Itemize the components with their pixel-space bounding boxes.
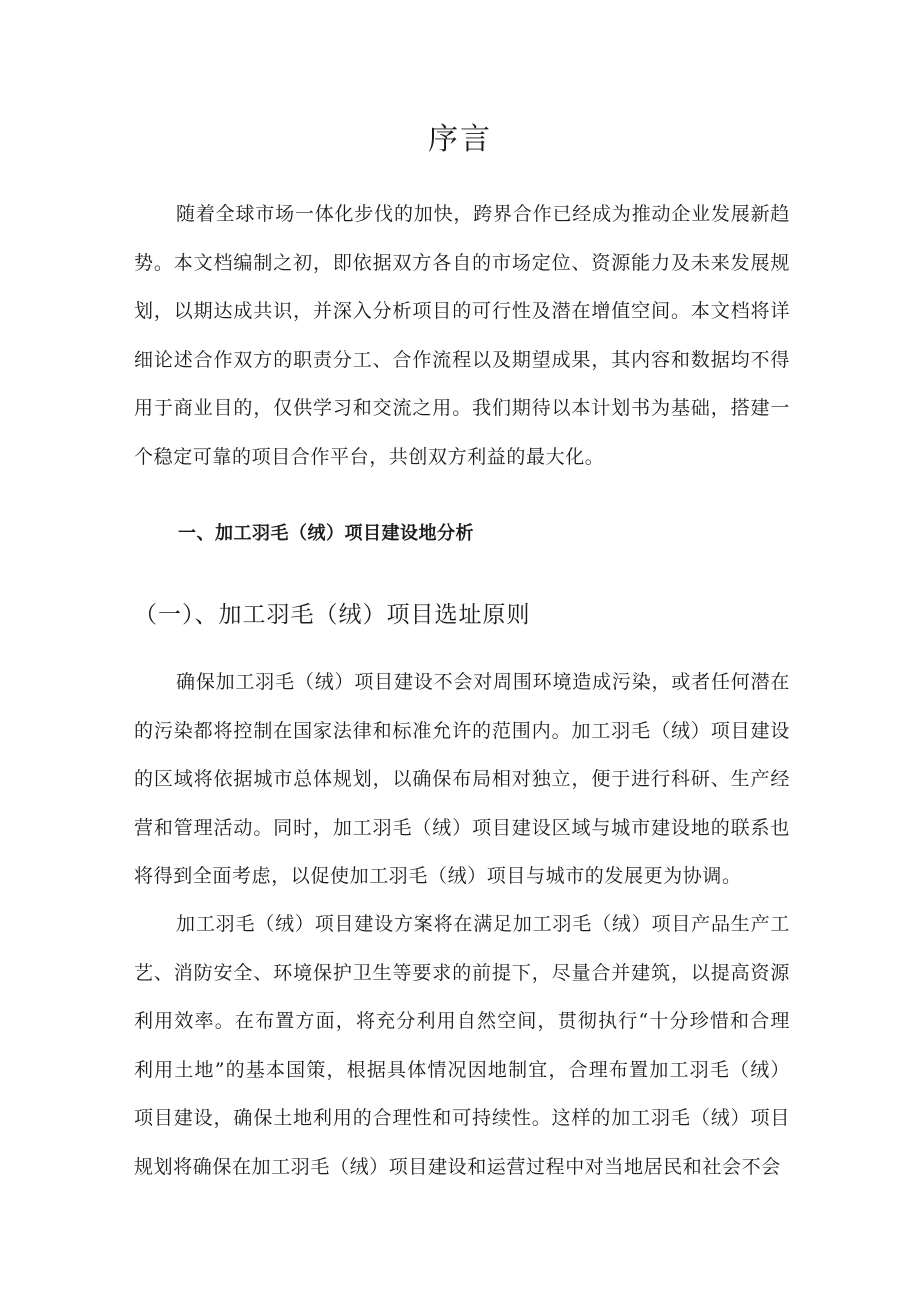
site-principle-paragraph-1: 确保加工羽毛（绒）项目建设不会对周围环境造成污染，或者任何潜在的污染都将控制在国家法律和标准允许的范围内。加工羽毛（绒）项目建设的区域将依据城市总体规划，以确保布局相对独立，便于进行科研、生产经营和管理活动。同时，加工羽毛（绒）项目建设区域与城市建设地的联系也将得到全面考虑，以促使加工羽毛（绒）项目与城市的发展更为协调。 bbox=[134, 671, 790, 887]
site-principle-paragraph-2: 加工羽毛（绒）项目建设方案将在满足加工羽毛（绒）项目产品生产工艺、消防安全、环境保护卫生等要求的前提下，尽量合并建筑，以提高资源利用效率。在布置方面，将充分利用自然空间，贯彻执行“十分珍惜和合理利用土地”的基本国策，根据具体情况因地制宜，合理布置加工羽毛（绒）项目建设，确保土地利用的合理性和可持续性。这样的加工羽毛（绒）项目规划将确保在加工羽毛（绒）项目建设和运营过程中对当地居民和社会不会 bbox=[134, 913, 790, 1178]
section-heading: 一、加工羽毛（绒）项目建设地分析 bbox=[178, 523, 474, 544]
subsection-heading: （一）、加工羽毛（绒）项目选址原则 bbox=[134, 602, 531, 628]
document-title: 序言 bbox=[428, 122, 492, 157]
intro-paragraph: 随着全球市场一体化步伐的加快，跨界合作已经成为推动企业发展新趋势。本文档编制之初，即依据双方各自的市场定位、资源能力及未来发展规划，以期达成共识，并深入分析项目的可行性及潜在增值空间。本文档将详细论述合作双方的职责分工、合作流程以及期望成果，其内容和数据均不得用于商业目的，仅供学习和交流之用。我们期待以本计划书为基础，搭建一个稳定可靠的项目合作平台，共创双方利益的最大化。 bbox=[134, 203, 790, 468]
